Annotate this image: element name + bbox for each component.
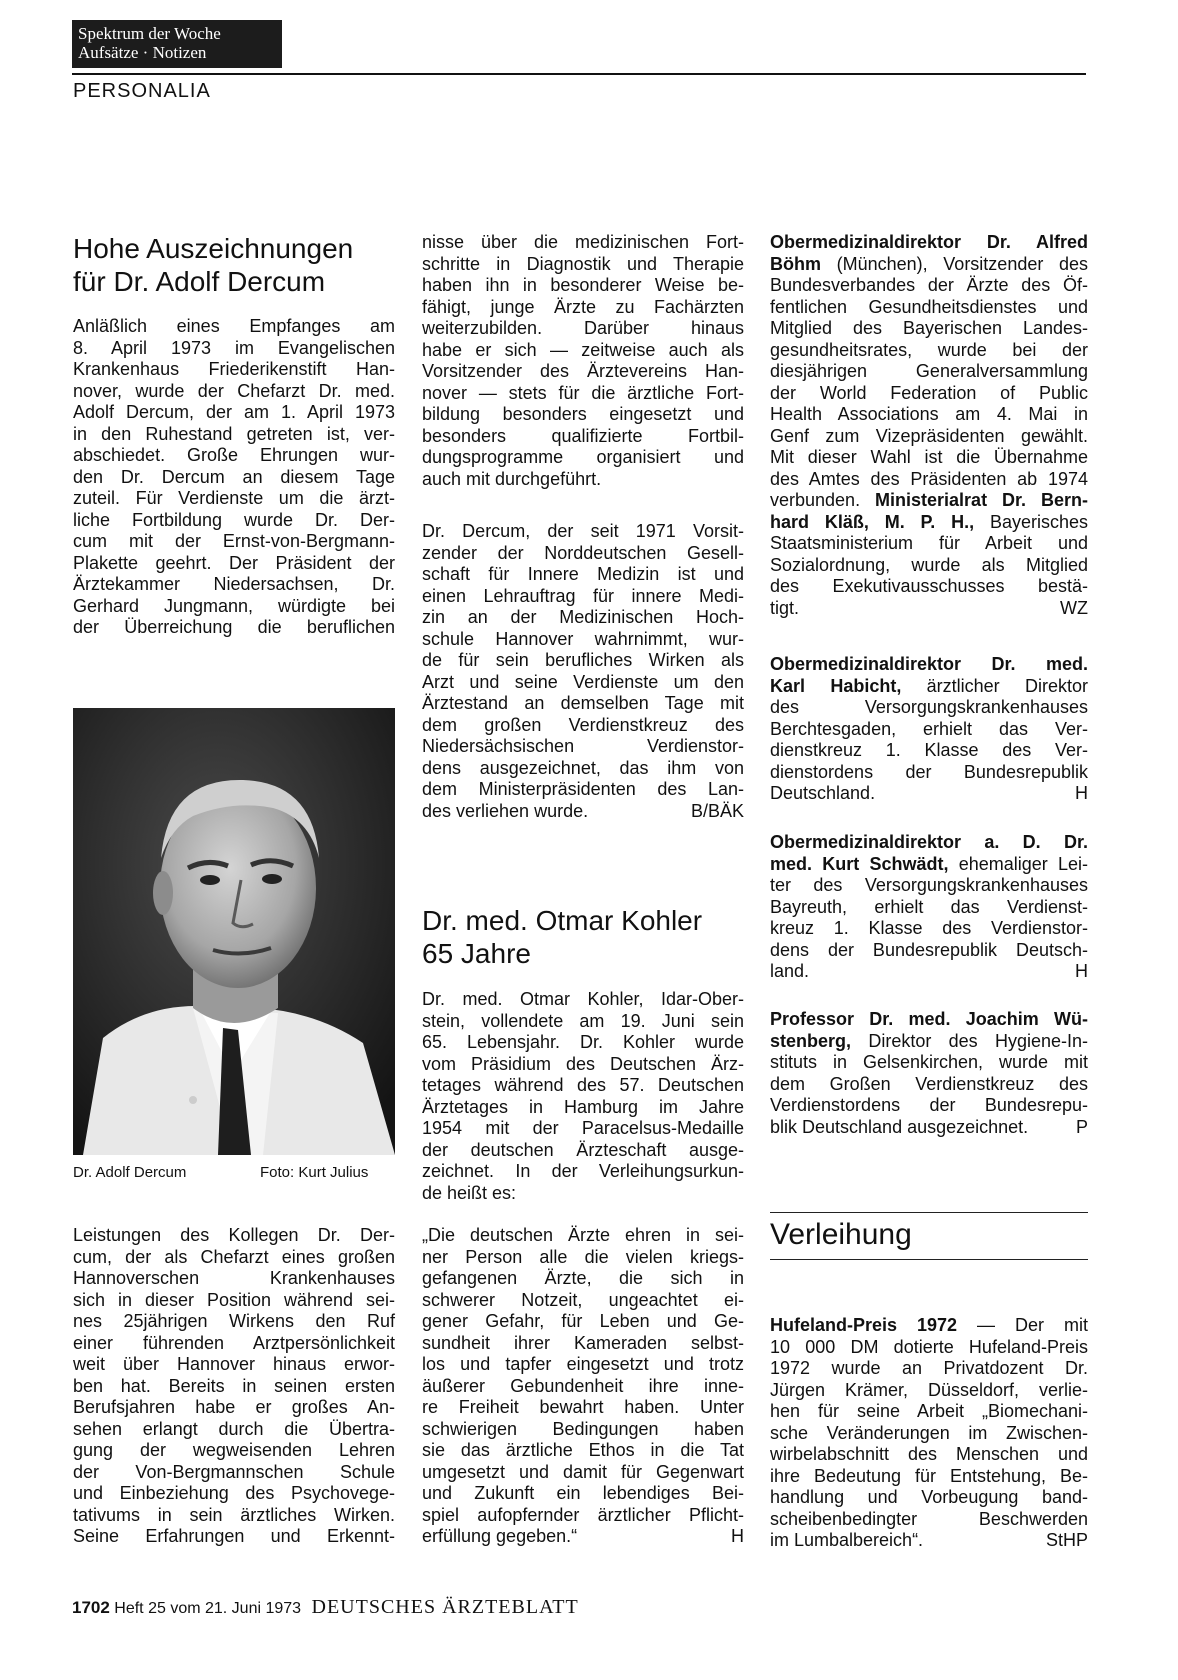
- verleihung-rule-bottom: [770, 1259, 1088, 1260]
- article2-signature: H: [731, 1526, 744, 1546]
- text-line: Dr. med. Otmar Kohler, Idar-Ober-: [422, 989, 744, 1009]
- text-line: sich in dieser Position während sei-: [73, 1289, 395, 1310]
- text-line: Niedersächsischen Verdienstor-: [422, 736, 744, 756]
- text-line: schwierigen Bedingungen haben: [422, 1418, 744, 1439]
- text-line: habe er sich — zeitweise auch als: [422, 339, 744, 360]
- article2-text: [422, 989, 744, 1204]
- text-line: dem großen Verdienstkreuz des: [422, 714, 744, 735]
- page-number: 1702: [72, 1598, 110, 1617]
- text-line: nover, wurde der Chefarzt Dr. med.: [73, 380, 395, 401]
- text-line: cum, der als Chefarzt eines großen: [73, 1246, 395, 1267]
- text-line: nover — stets für die ärztliche Fort-: [422, 382, 744, 403]
- text-line: Gerhard Jungmann, würdigte bei: [73, 595, 395, 616]
- notice-4: Professor Dr. med. Joachim Wü- stenberg, Direktor des Hygiene-In- stituts in Gelsenkirchen, wurde mit dem Großen Verdienstkreuz des Verdienstordens der Bundesrepu- blik Deutschland ausgezeichnet. P: [770, 1009, 1088, 1137]
- text-line: dem Ministerpräsidenten des Lan-: [422, 779, 744, 799]
- article2-text: [422, 1225, 744, 1526]
- text-line: nisse über die medizinischen Fort-: [422, 232, 744, 252]
- text-line: liche Fortbildung wurde Dr. Der-: [73, 509, 395, 530]
- text-line: Arzt und seine Verdienste um den: [422, 671, 744, 692]
- issue-info: Heft 25 vom 21. Juni 1973: [114, 1600, 302, 1617]
- header-line-1: Spektrum der Woche: [78, 24, 221, 43]
- article1-last-line: des verliehen wurde. B/BÄK: [422, 800, 744, 821]
- text-line: haben ihn in besonderer Weise be-: [422, 275, 744, 295]
- text-line: Vorsitzender des Ärztevereins Han-: [422, 361, 744, 381]
- text-line: den Dr. Dercum an diesem Tage: [73, 466, 395, 487]
- photo-credit: Foto: Kurt Julius: [260, 1164, 369, 1181]
- text-line: 65. Lebensjahr. Dr. Kohler wurde: [422, 1032, 744, 1052]
- text-line: 8. April 1973 im Evangelischen: [73, 337, 395, 358]
- text-line: Plakette geehrt. Der Präsident der: [73, 552, 395, 573]
- text-line: vom Präsidium des Deutschen Ärz-: [422, 1053, 744, 1074]
- text-line: Ärztetages in Hamburg im Jahre: [422, 1096, 744, 1117]
- text-line: besonders qualifizierte Fortbil-: [422, 425, 744, 446]
- photo-caption: Dr. Adolf Dercum: [73, 1164, 187, 1181]
- text-line: auch mit durchgeführt.: [422, 468, 602, 489]
- text-line: gener Gefahr, für Leben und Ge-: [422, 1311, 744, 1331]
- text-line: Krankenhaus Friederikenstift Han-: [73, 359, 395, 379]
- text-line: ihre Bedeutung für Entstehung, Be-: [770, 1465, 1088, 1486]
- text-line: schaft für Innere Medizin ist und: [422, 564, 744, 584]
- notice-2: Obermedizinaldirektor Dr. med. Karl Habicht, ärztlicher Direktor des Versorgungskrankenhauses Berchtesgaden, erhielt das Ver- dienstkreuz 1. Klasse des Ver- dienstordens der Bundesrepublik Deutschland. H: [770, 654, 1088, 803]
- text-line: gefangenen Ärzte, die sich in: [422, 1268, 744, 1288]
- article1-text: [73, 316, 395, 639]
- text-line: äußerer Gebundenheit ihre inne-: [422, 1375, 744, 1396]
- text-line: schwerer Notzeit, ungeachtet ei-: [422, 1289, 744, 1310]
- text-line: und Einbeziehung des Psychovege-: [73, 1483, 395, 1503]
- text-line: Seine Erfahrungen und Erkennt-: [73, 1526, 395, 1546]
- text-line: diesjährigen Generalversammlung: [770, 361, 1088, 381]
- article1-title: Hohe Auszeichnungen für Dr. Adolf Dercum: [73, 233, 354, 297]
- article2-paragraph-2: [422, 1225, 744, 1548]
- text-line: Adolf Dercum, der am 1. April 1973: [73, 402, 395, 422]
- notice-4-signature: P: [1075, 1116, 1088, 1137]
- text-line: 1954 mit der Paracelsus-Medaille: [422, 1118, 744, 1138]
- text-line: fentlichen Gesundheitsdienstes und: [770, 296, 1088, 317]
- text-line: einen Lehrauftrag für innere Medi-: [422, 585, 744, 606]
- text-line: Berufsjahren habe er großes An-: [73, 1397, 395, 1417]
- text-line: kreuz 1. Klasse des Verdienstor-: [770, 918, 1088, 938]
- text-line: ter des Versorgungskrankenhauses: [770, 875, 1088, 895]
- text-line: zin an der Medizinischen Hoch-: [422, 607, 744, 627]
- text-line: re Freiheit bewahrt haben. Unter: [422, 1397, 744, 1417]
- text-line: einer führenden Arztpersönlichkeit: [73, 1332, 395, 1353]
- text-line: umgesetzt und damit für Gegenwart: [422, 1461, 744, 1482]
- text-line: der deutschen Ärzteschaft ausge-: [422, 1139, 744, 1160]
- text-line: sundheit ihrer Kameraden selbst-: [422, 1332, 744, 1353]
- text-line: Health Associations am 4. Mai in: [770, 404, 1088, 424]
- text-line: de heißt es:: [422, 1182, 517, 1203]
- section-label: PERSONALIA: [73, 80, 211, 102]
- text-line: Mitglied des Bayerischen Landes-: [770, 318, 1088, 338]
- text-line: dungsprogramme organisiert und: [422, 447, 744, 467]
- text-line: dienstkreuz 1. Klasse des Ver-: [770, 740, 1088, 760]
- text-line: sche Veränderungen im Zwischen-: [770, 1422, 1088, 1443]
- text-line: dem Großen Verdienstkreuz des: [770, 1073, 1088, 1094]
- text-line: weit über Hannover hinaus erwor-: [73, 1354, 395, 1374]
- article2-title: Dr. med. Otmar Kohler 65 Jahre: [422, 905, 703, 969]
- text-line: gung der wegweisenden Lehren: [73, 1440, 395, 1460]
- text-line: der World Federation of Public: [770, 382, 1088, 403]
- section-header-box: [72, 20, 282, 68]
- text-line: Ärztekammer Niedersachsen, Dr.: [73, 574, 395, 594]
- text-line: zuteil. Für Verdienste um die ärzt-: [73, 488, 395, 508]
- text-line: dienstordens der Bundesrepublik: [770, 761, 1088, 782]
- verleihung-body: Hufeland-Preis 1972 — Der mit 10 000 DM dotierte Hufeland-Preis 1972 wurde an Privatdozent Dr. Jürgen Krämer, Düsseldorf, verlie- hen für seine Arbeit „Biomechani- sche Veränderungen im Zwischen- wirbelabschnitt des Menschen und ihre Bedeutung für Entstehung, Be- handlung und Vorbeugung band- scheibenbedingter Beschwerden im Lumbalbereich“. StHP: [770, 1315, 1088, 1550]
- text-line: der Von-Bergmannschen Schule: [73, 1461, 395, 1482]
- text-line: spiel aufopfernder ärztlicher Pflicht-: [422, 1504, 744, 1525]
- text-line: Verdienstordens der Bundesrepu-: [770, 1095, 1088, 1115]
- text-line: Staatsministerium für Arbeit und: [770, 533, 1088, 553]
- text-line: ben hat. Bereits in seinen ersten: [73, 1375, 395, 1396]
- text-line: hen für seine Arbeit „Biomechani-: [770, 1401, 1088, 1421]
- text-line: de für sein berufliches Wirken als: [422, 650, 744, 670]
- page-footer: [72, 1596, 579, 1619]
- notice-2-signature: H: [1075, 783, 1088, 803]
- text-line: Jürgen Krämer, Düsseldorf, verlie-: [770, 1379, 1088, 1400]
- text-line: cum mit der Ernst-von-Bergmann-: [73, 531, 395, 551]
- text-line: und Zukunft ein lebendiges Bei-: [422, 1483, 744, 1503]
- article1-signature: B/BÄK: [690, 800, 744, 821]
- article1-text: [422, 521, 744, 801]
- verleihung-rule-top: [770, 1212, 1088, 1213]
- text-line: Leistungen des Kollegen Dr. Der-: [73, 1225, 395, 1245]
- article1-paragraph-2: [73, 1225, 395, 1548]
- text-line: in den Ruhestand getreten ist, ver-: [73, 423, 395, 444]
- text-line: Hannoverschen Krankenhauses: [73, 1268, 395, 1288]
- text-line: Mit dieser Wahl ist die Übernahme: [770, 447, 1088, 467]
- text-line: gesundheitsrates, wurde bei der: [770, 339, 1088, 360]
- notice-1-signature: WZ: [1060, 597, 1088, 618]
- text-line: scheibenbedingter Beschwerden: [770, 1508, 1088, 1529]
- text-line: tativums in sein ärztliches Wirken.: [73, 1504, 395, 1525]
- text-line: ner Person alle die vielen kriegs-: [422, 1246, 744, 1267]
- text-line: sie das ärztliche Ethos in die Tat: [422, 1440, 744, 1460]
- text-line: Bayreuth, erhielt das Verdienst-: [770, 896, 1088, 917]
- text-line: zeichnet. In der Verleihungsurkun-: [422, 1161, 744, 1181]
- text-line: stituts in Gelsenkirchen, wurde mit: [770, 1052, 1088, 1072]
- masthead: DEUTSCHES ÄRZTEBLATT: [311, 1596, 579, 1618]
- text-line: dens ausgezeichnet, das ihm von: [422, 757, 744, 778]
- notice-3-signature: H: [1075, 961, 1088, 981]
- text-line: Bundesverbandes der Ärzte des Öf-: [770, 275, 1088, 295]
- portrait-illustration: [73, 708, 395, 1155]
- notice-1: Obermedizinaldirektor Dr. Alfred Böhm (München), Vorsitzender des Bundesverbandes der Ärzte des Öf- fentlichen Gesundheitsdienstes und Mitglied des Bayerischen Landes- gesundheitsrates, wurde bei der diesjährigen Generalversammlung der World Federation of Public Health Associations am 4. Mai in Genf zum Vizepräsidenten gewählt. Mit dieser Wahl ist die Übernahme des Amtes des Präsidenten ab 1974 verbunden. Ministerialrat Dr. Bern- hard Kläß, M. P. H., Bayerisches Staatsministerium für Arbeit und Sozialordnung, wurde als Mitglied des Exekutivausschusses bestä- tigt. WZ: [770, 232, 1089, 618]
- article2-title-block: [422, 904, 744, 970]
- article1-paragraph-1: [73, 316, 395, 639]
- text-line: der Überreichung die beruflichen: [73, 617, 395, 637]
- notice-3: Obermedizinaldirektor a. D. Dr. med. Kurt Schwädt, ehemaliger Lei- ter des Versorgungskrankenhauses Bayreuth, erhielt das Verdienst- kreuz 1. Klasse des Verdienstor- dens der Bundesrepublik Deutsch- land. H: [770, 832, 1088, 981]
- text-line: bildung besonders eingesetzt und: [422, 404, 744, 424]
- text-line: sehen erlangt durch die Übertra-: [73, 1418, 395, 1439]
- text-line: handlung und Vorbeugung band-: [770, 1487, 1088, 1507]
- text-line: zender der Norddeutschen Gesell-: [422, 542, 744, 563]
- text-line: Genf zum Vizepräsidenten gewählt.: [770, 425, 1088, 446]
- text-line: abschiedet. Große Ehrungen wur-: [73, 445, 395, 465]
- text-line: wirbelabschnitt des Menschen und: [770, 1444, 1088, 1464]
- text-line: des Exekutivausschusses bestä-: [770, 576, 1088, 596]
- article1-text: [73, 1225, 395, 1548]
- article1-paragraph-4: [422, 521, 744, 822]
- article1-paragraph-3: [422, 232, 744, 490]
- text-line: schule Hannover wahrnimmt, wur-: [422, 628, 744, 649]
- verleihung-title: Verleihung: [770, 1218, 912, 1251]
- text-line: stein, vollendete am 19. Juni sein: [422, 1010, 744, 1031]
- text-line: fähigt, junge Ärzte zu Fachärzten: [422, 296, 744, 317]
- verleihung-signature: StHP: [1045, 1530, 1088, 1550]
- article1-title-block: [73, 232, 395, 298]
- article2-paragraph-1: [422, 989, 744, 1204]
- text-line: nes 25jährigen Wirkens den Ruf: [73, 1311, 395, 1331]
- text-line: des Versorgungskrankenhauses: [770, 697, 1088, 717]
- text-line: Ärztestand an demselben Tage mit: [422, 693, 744, 713]
- text-line: tetages während des 57. Deutschen: [422, 1075, 744, 1095]
- text-line: Dr. Dercum, der seit 1971 Vorsit-: [422, 521, 744, 541]
- article1-text: [422, 232, 744, 490]
- text-line: Sozialordnung, wurde als Mitglied: [770, 554, 1088, 575]
- header-line-2: Aufsätze · Notizen: [78, 43, 207, 62]
- text-line: Berchtesgaden, erhielt das Ver-: [770, 718, 1088, 739]
- text-line: des Amtes des Präsidenten ab 1974: [770, 468, 1088, 489]
- text-line: dens der Bundesrepublik Deutsch-: [770, 939, 1088, 960]
- portrait-photo: [73, 708, 395, 1155]
- article2-last-line: erfüllung gegeben.“ H: [422, 1526, 744, 1546]
- header-rule: [72, 73, 1086, 75]
- text-line: schritte in Diagnostik und Therapie: [422, 253, 744, 274]
- text-line: 1972 wurde an Privatdozent Dr.: [770, 1358, 1088, 1378]
- text-line: Anläßlich eines Empfanges am: [73, 316, 395, 336]
- text-line: weiterzubilden. Darüber hinaus: [422, 318, 744, 338]
- text-line: 10 000 DM dotierte Hufeland-Preis: [770, 1336, 1088, 1357]
- text-line: los und tapfer eingesetzt und trotz: [422, 1354, 744, 1374]
- text-line: „Die deutschen Ärzte ehren in sei-: [422, 1225, 744, 1245]
